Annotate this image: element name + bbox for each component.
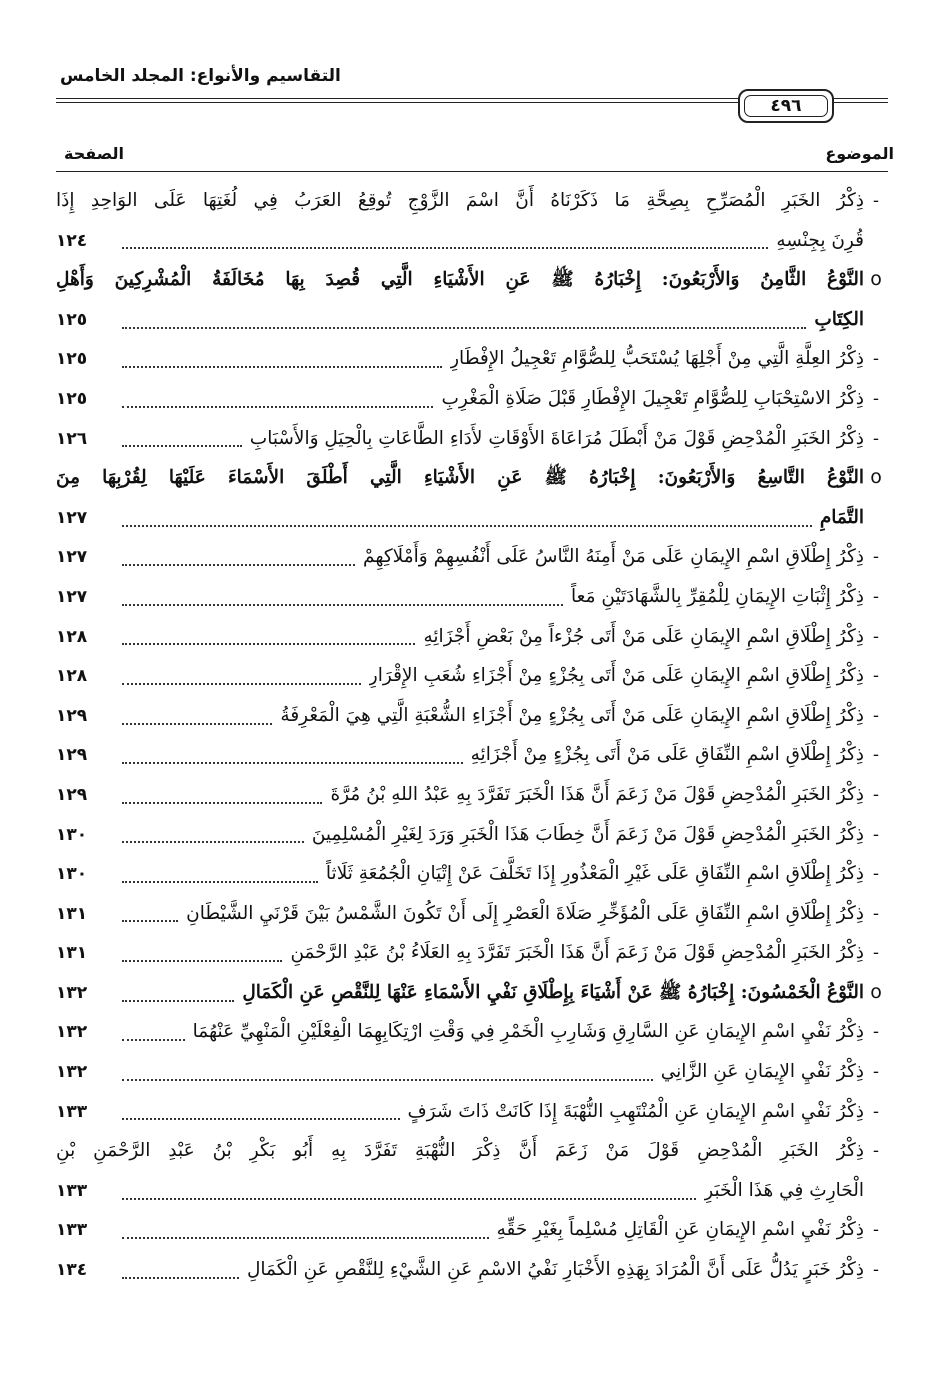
- toc-entry[interactable]: [56, 1210, 888, 1250]
- toc-entry-title: ذِكْرُ الخَبَرِ الْمُدْحِضِ قَوْلَ مَنْ زَعَمَ أَنَّ ذِكْرَ النُّهْبَةِ تَفَرَّدَ بِهِ أَبُو بَكْرِ بْنُ عَبْدِ الرَّحْمَنِ بْنِ: [56, 1140, 864, 1162]
- toc-entry-title: ذِكْرُ الخَبَرِ الْمُدْحِضِ قَوْلَ مَنْ أَبْطَلَ مُرَاعَاةَ الأَوْقَاتِ لأَدَاءِ الطَّاعَاتِ بِالْحِيَلِ وَالأَسْبَابِ: [249, 427, 864, 449]
- dot-leader: [122, 802, 322, 804]
- entry-dash-marker: -: [872, 586, 880, 607]
- dot-leader: [122, 643, 415, 645]
- entry-dash-marker: -: [872, 666, 880, 687]
- toc-line: [56, 1052, 888, 1092]
- toc-entry[interactable]: [56, 775, 888, 815]
- toc-entry[interactable]: [56, 419, 888, 459]
- toc-entry-title: ذِكْرُ إِطْلَاقِ اسْمِ النِّفَاقِ عَلَى مَنْ أَتَى بِجُزْءٍ مِنْ أَجْزَائِهِ: [470, 744, 864, 766]
- toc-entry[interactable]: [56, 1250, 888, 1290]
- toc-page-number: ١٢٧: [56, 507, 88, 528]
- toc-page-number: ١٢٩: [56, 745, 88, 766]
- dot-leader: [122, 564, 355, 566]
- toc-entry-title: ذِكْرُ الخَبَرِ الْمُدْحِضِ قَوْلَ مَنْ زَعَمَ أَنَّ هَذَا الْخَبَرَ تَفَرَّدَ بِهِ عَبْدُ اللهِ بْنُ مُرَّةَ: [330, 783, 864, 805]
- column-header-page: الصفحة: [64, 144, 125, 163]
- toc-page-number: ١٣٠: [56, 864, 88, 885]
- toc-line: [56, 221, 888, 261]
- toc-entry[interactable]: [56, 1052, 888, 1092]
- toc-page-number: ١٣٢: [56, 982, 88, 1003]
- toc-line: [56, 735, 888, 775]
- toc-line: [56, 656, 888, 696]
- toc-entry-title: ذِكْرُ إِطْلَاقِ اسْمِ النِّفَاقِ عَلَى غَيْرِ الْمَعْذُورِ إِذَا تَخَلَّفَ عَنْ إِتْيَانِ الْجُمُعَةِ ثَلَاثاً: [325, 863, 864, 885]
- dot-leader: [122, 1039, 185, 1041]
- entry-dash-marker: -: [872, 745, 880, 766]
- toc-entry-title: ذِكْرُ خَبَرٍ يَدُلُّ عَلَى أَنَّ الْمُرَادَ بِهَذِهِ الأَخْبَارِ نَفْيُ الاسْمِ عَنِ الشَّيْءِ لِلنَّقْصِ عَنِ الْكَمَالِ: [246, 1259, 864, 1281]
- dot-leader: [122, 920, 178, 922]
- toc-line: [56, 815, 888, 855]
- toc-entry-title: ذِكْرُ إِطْلَاقِ اسْمِ الإِيمَانِ عَلَى مَنْ أَتَى بِجُزْءٍ مِنْ أَجْزَاءِ الشُّعْبَةِ الَّتِي هِيَ الْمَعْرِفَةُ: [280, 704, 864, 726]
- dot-leader: [122, 762, 463, 764]
- toc-line: [56, 1012, 888, 1052]
- entry-dash-marker: -: [872, 943, 880, 964]
- dot-leader: [122, 327, 806, 329]
- toc-line: [56, 1131, 888, 1171]
- toc-line: [56, 1210, 888, 1250]
- toc-line: [56, 1250, 888, 1290]
- toc-entry[interactable]: [56, 656, 888, 696]
- toc-entry-title: ذِكْرُ الخَبَرِ الْمُدْحِضِ قَوْلَ مَنْ زَعَمَ أَنَّ هَذَا الْخَبَرَ تَفَرَّدَ بِهِ العَلَاءُ بْنُ عَبْدِ الرَّحْمَنِ: [290, 942, 864, 964]
- entry-dash-marker: -: [872, 1101, 880, 1122]
- entry-dash-marker: -: [872, 903, 880, 924]
- toc-page-number: ١٢٩: [56, 705, 88, 726]
- toc-entry[interactable]: [56, 1012, 888, 1052]
- entry-dash-marker: -: [872, 388, 880, 409]
- entry-dash-marker: -: [872, 1260, 880, 1281]
- toc-entry-title: ذِكْرُ إِطْلَاقِ اسْمِ الإِيمَانِ عَلَى مَنْ أَتَى جُزْءاً مِنْ بَعْضِ أَجْزَائِهِ: [423, 625, 864, 647]
- toc-entry[interactable]: [56, 735, 888, 775]
- dot-leader: [122, 1237, 489, 1239]
- toc-line: [56, 617, 888, 657]
- running-title: التقاسيم والأنواع: المجلد الخامس: [60, 66, 341, 86]
- toc-page-number: ١٢٥: [56, 309, 88, 330]
- toc-page-number: ١٢٨: [56, 666, 88, 687]
- toc-entry-title: ذِكْرُ نَفْيِ الإِيمَانِ عَنِ الزَّانِي: [660, 1061, 864, 1083]
- toc-entry-title: التَّمَامِ: [819, 506, 864, 528]
- toc-page-number: ١٣٤: [56, 1260, 88, 1281]
- entry-dash-marker: -: [872, 705, 880, 726]
- toc-line: [56, 696, 888, 736]
- toc-entry-title: ذِكْرُ إِطْلَاقِ اسْمِ الإِيمَانِ عَلَى مَنْ أَتَى بِجُزْءٍ مِنْ أَجْزَاءِ شُعَبِ الإِقْرَارِ: [368, 665, 864, 687]
- page-number: ٤٩٦: [744, 95, 828, 117]
- dot-leader: [122, 1198, 696, 1200]
- column-header-topic: الموضوع: [825, 144, 894, 163]
- toc-line: [56, 181, 888, 221]
- section-circle-marker: o: [870, 466, 882, 489]
- dot-leader: [122, 604, 563, 606]
- dot-leader: [122, 1000, 234, 1002]
- toc-entry[interactable]: [56, 894, 888, 934]
- toc-page-number: ١٢٦: [56, 428, 88, 449]
- toc-page-number: ١٢٧: [56, 586, 88, 607]
- toc-entry[interactable]: [56, 577, 888, 617]
- toc-line: [56, 577, 888, 617]
- entry-dash-marker: -: [872, 349, 880, 370]
- toc-page-number: ١٢٨: [56, 626, 88, 647]
- toc-line: [56, 419, 888, 459]
- toc-entry[interactable]: [56, 815, 888, 855]
- toc-entry-title: الكِتَابِ: [814, 308, 864, 330]
- toc-entry[interactable]: [56, 933, 888, 973]
- entry-dash-marker: -: [872, 1022, 880, 1043]
- column-header-rule: [56, 171, 888, 172]
- toc-page-number: ١٣٠: [56, 824, 88, 845]
- toc-line: [56, 1171, 888, 1211]
- toc-line: [56, 300, 888, 340]
- toc-page-number: ١٣١: [56, 903, 88, 924]
- toc-entry[interactable]: [56, 339, 888, 379]
- toc-entry-title: قُرِنَ بِجِنْسِهِ: [776, 229, 864, 251]
- dot-leader: [122, 406, 433, 408]
- page-number-frame: [738, 89, 834, 123]
- toc-page-number: ١٢٥: [56, 388, 88, 409]
- toc-line: [56, 260, 888, 300]
- entry-dash-marker: -: [872, 824, 880, 845]
- dot-leader: [122, 247, 768, 249]
- toc-page-number: ١٣٣: [56, 1220, 88, 1241]
- dot-leader: [122, 881, 318, 883]
- toc-entry[interactable]: [56, 854, 888, 894]
- toc-entry-title: ذِكْرُ إِثْبَاتِ الإِيمَانِ لِلْمُقِرِّ بِالشَّهَادَتَيْنِ مَعاً: [571, 585, 864, 607]
- entry-dash-marker: -: [872, 864, 880, 885]
- table-of-contents: [56, 181, 888, 1290]
- toc-entry-title: ذِكْرُ نَفْيِ اسْمِ الإِيمَانِ عَنِ الْمُنْتَهِبِ النُّهْبَةَ إِذَا كَانَتْ ذَاتَ شَرَفٍ: [407, 1100, 864, 1122]
- toc-line: [56, 973, 888, 1013]
- toc-line: [56, 379, 888, 419]
- toc-entry[interactable]: [56, 181, 888, 260]
- dot-leader: [122, 841, 304, 843]
- toc-page-number: ١٢٤: [56, 230, 88, 251]
- toc-entry[interactable]: [56, 1092, 888, 1132]
- toc-entry[interactable]: [56, 617, 888, 657]
- toc-page-number: ١٣٢: [56, 1062, 88, 1083]
- toc-line: [56, 498, 888, 538]
- toc-entry-title: ذِكْرُ إِطْلَاقِ اسْمِ الإِيمَانِ عَلَى مَنْ أَمِنَهُ النَّاسُ عَلَى أَنْفُسِهِمْ وَأَمْلَاكِهِمْ: [363, 546, 864, 568]
- toc-section-heading[interactable]: [56, 973, 888, 1013]
- dot-leader: [122, 1118, 400, 1120]
- entry-dash-marker: -: [872, 1062, 880, 1083]
- toc-line: [56, 537, 888, 577]
- toc-entry-title: النَّوْعُ التَّاسِعُ وَالأَرْبَعُونَ: إِخْبَارُهُ ﷺ عَنِ الأَشْيَاءِ الَّتِي أَطْلَقَ الأَسْمَاءَ عَلَيْهَا لِقُرْبِهَا مِنَ: [56, 467, 864, 489]
- toc-line: [56, 775, 888, 815]
- dot-leader: [122, 366, 442, 368]
- toc-line: [56, 458, 888, 498]
- toc-entry-title: ذِكْرُ الاسْتِحْبَابِ لِلصُّوَّامِ تَعْجِيلَ الإِفْطَارِ قَبْلَ صَلَاةِ الْمَغْرِبِ: [441, 387, 864, 409]
- entry-dash-marker: -: [872, 1141, 880, 1162]
- dot-leader: [122, 445, 242, 447]
- toc-section-heading[interactable]: [56, 458, 888, 537]
- toc-entry-title: الْحَارِثِ فِي هَذَا الْخَبَرِ: [704, 1179, 864, 1201]
- toc-section-heading[interactable]: [56, 260, 888, 339]
- toc-page-number: ١٢٩: [56, 784, 88, 805]
- toc-entry-title: ذِكْرُ إِطْلَاقِ اسْمِ النِّفَاقِ عَلَى الْمُؤَخِّرِ صَلَاةَ الْعَصْرِ إِلَى أَنْ تَكُونَ الشَّمْسُ بَيْنَ قَرْنَيِ الشَّيْطَانِ: [186, 902, 864, 924]
- toc-entry-title: ذِكْرُ الخَبَرِ الْمُصَرِّحِ بِصِحَّةِ مَا ذَكَرْنَاهُ أَنَّ اسْمَ الزَّوْجِ تُوقِعُ العَرَبُ فِي لُغَتِهَا عَلَى الوَاحِدِ إِذَا: [56, 190, 864, 211]
- entry-dash-marker: -: [872, 784, 880, 805]
- entry-dash-marker: -: [872, 428, 880, 449]
- toc-page-number: ١٣٢: [56, 1022, 88, 1043]
- toc-entry[interactable]: [56, 696, 888, 736]
- toc-entry[interactable]: [56, 379, 888, 419]
- toc-line: [56, 933, 888, 973]
- toc-line: [56, 894, 888, 934]
- toc-page-number: ١٣٣: [56, 1101, 88, 1122]
- entry-dash-marker: -: [872, 626, 880, 647]
- section-circle-marker: o: [870, 268, 882, 291]
- toc-line: [56, 339, 888, 379]
- toc-entry-title: ذِكْرُ الخَبَرِ الْمُدْحِضِ قَوْلَ مَنْ زَعَمَ أَنَّ خِطَابَ هَذَا الْخَبَرِ وَرَدَ لِغَيْرِ الْمُسْلِمِينَ: [311, 823, 864, 845]
- toc-page-number: ١٣١: [56, 943, 88, 964]
- dot-leader: [122, 1079, 653, 1081]
- section-circle-marker: o: [870, 980, 882, 1003]
- dot-leader: [122, 723, 272, 725]
- toc-entry[interactable]: [56, 537, 888, 577]
- running-header: [60, 66, 900, 86]
- toc-line: [56, 1092, 888, 1132]
- toc-page-number: ١٣٣: [56, 1180, 88, 1201]
- entry-dash-marker: -: [872, 191, 880, 211]
- toc-page-number: ١٢٧: [56, 547, 88, 568]
- toc-entry-title: ذِكْرُ العِلَّةِ الَّتِي مِنْ أَجْلِهَا يُسْتَحَبُّ لِلصُّوَّامِ تَعْجِيلُ الإِفْطَارِ: [450, 348, 864, 370]
- toc-line: [56, 854, 888, 894]
- dot-leader: [122, 1277, 239, 1279]
- toc-entry-title: ذِكْرُ نَفْيِ اسْمِ الإِيمَانِ عَنِ السَّارِقِ وَشَارِبِ الْخَمْرِ فِي وَقْتِ ارْتِكَابِهِمَا الْفِعْلَيْنِ الْمَنْهِيِّ عَنْهُمَا: [192, 1021, 864, 1043]
- toc-entry[interactable]: [56, 1131, 888, 1210]
- entry-dash-marker: -: [872, 547, 880, 568]
- toc-entry-title: ذِكْرُ نَفْيِ اسْمِ الإِيمَانِ عَنِ الْقَاتِلِ مُسْلِماً بِغَيْرِ حَقِّهِ: [496, 1219, 864, 1241]
- toc-entry-title: النَّوْعُ الثَّامِنُ وَالأَرْبَعُونَ: إِخْبَارُهُ ﷺ عَنِ الأَشْيَاءِ الَّتِي قُصِدَ بِهَا مُخَالَفَةُ الْمُشْرِكِينَ وَأَهْلِ: [56, 269, 864, 291]
- entry-dash-marker: -: [872, 1220, 880, 1241]
- dot-leader: [122, 960, 282, 962]
- toc-entry-title: النَّوْعُ الْخَمْسُونَ: إِخْبَارُهُ ﷺ عَنْ أَشْيَاءَ بِإِطْلَاقِ نَفْيِ الأَسْمَاءِ عَنْهَا لِلنَّقْصِ عَنِ الْكَمَالِ: [242, 981, 864, 1003]
- dot-leader: [122, 525, 812, 527]
- dot-leader: [122, 683, 361, 685]
- toc-page-number: ١٢٥: [56, 349, 88, 370]
